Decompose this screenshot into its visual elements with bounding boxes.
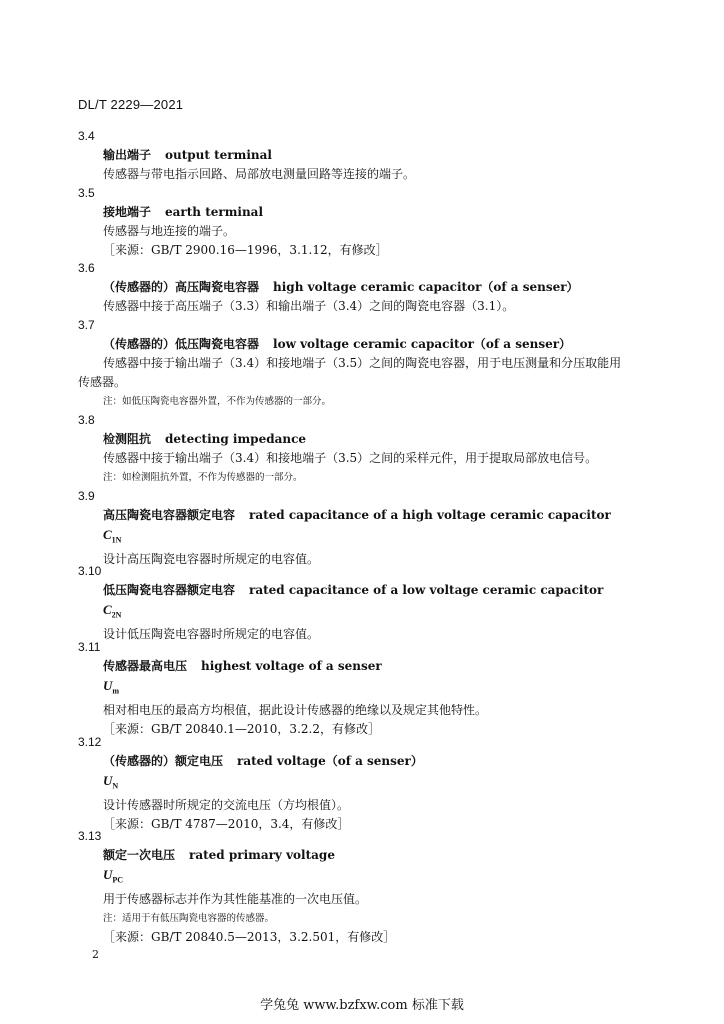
term-title (78, 335, 678, 354)
term-zh: 额定一次电压 (103, 848, 176, 862)
term-en: rated voltage（of a senser） (237, 754, 423, 768)
term-title (78, 430, 678, 449)
term-title (78, 581, 678, 600)
symbol-letter: U (103, 678, 113, 693)
term-title (78, 506, 678, 525)
term-entry-3-11 (78, 637, 678, 739)
document-code: DL/T 2229—2021 (78, 97, 184, 112)
symbol-subscript: 2N (111, 610, 122, 620)
term-en: rated capacitance of a high voltage ceramic capacitor (249, 508, 611, 522)
term-en: rated primary voltage (189, 848, 335, 862)
term-title (78, 203, 678, 222)
term-zh: 传感器最高电压 (103, 659, 188, 673)
symbol-letter: C (103, 527, 112, 542)
term-en: rated capacitance of a low voltage ceramic capacitor (249, 583, 604, 597)
term-definition: 相对相电压的最高方均根值，据此设计传感器的绝缘以及规定其他特性。 (103, 702, 488, 717)
term-zh: （传感器的）额定电压 (103, 754, 224, 768)
term-en: earth terminal (165, 205, 264, 219)
term-title (78, 146, 678, 165)
term-zh: 接地端子 (103, 205, 152, 219)
term-entry-3-12 (78, 732, 678, 834)
clause-number: 3.4 (78, 129, 95, 143)
term-definition: 用于传感器标志并作为其性能基准的一次电压值。 (103, 891, 368, 906)
term-note: 注：如检测阻抗外置，不作为传感器的一部分。 (103, 472, 303, 483)
term-entry-3-13 (78, 826, 678, 947)
term-title (78, 657, 678, 676)
term-entry-3-7 (78, 315, 678, 411)
term-definition: 传感器中接于高压端子（3.3）和输出端子（3.4）之间的陶瓷电容器（3.1）。 (103, 299, 515, 313)
term-zh: 低压陶瓷电容器额定电容 (103, 583, 236, 597)
symbol-subscript: PC (112, 875, 124, 885)
term-source: ［来源：GB/T 20840.5—2013，3.2.501，有修改］ (103, 929, 396, 944)
page-number: 2 (92, 948, 99, 961)
term-zh: 高压陶瓷电容器额定电容 (103, 508, 236, 522)
term-definition: 传感器与带电指示回路、局部放电测量回路等连接的端子。 (103, 167, 416, 181)
term-definition: 设计高压陶瓷电容器时所规定的电容值。 (103, 551, 320, 566)
term-en: low voltage ceramic capacitor（of a senser） (273, 337, 572, 351)
term-symbol (78, 676, 678, 701)
term-definition: 传感器中接于输出端子（3.4）和接地端子（3.5）之间的采样元件，用于提取局部放电信号。 (103, 451, 598, 465)
term-definition: 设计传感器时所规定的交流电压（方均根值）。 (103, 797, 350, 812)
clause-number: 3.13 (78, 829, 102, 843)
term-zh: 输出端子 (103, 148, 152, 162)
term-entry-3-9 (78, 486, 678, 569)
clause-number: 3.10 (78, 564, 102, 578)
clause-number: 3.6 (78, 261, 95, 275)
symbol-letter: U (103, 867, 113, 882)
symbol-subscript: N (112, 781, 119, 791)
term-entry-3-10 (78, 561, 678, 644)
clause-number: 3.11 (78, 640, 101, 654)
term-source: ［来源：GB/T 20840.1—2010，3.2.2，有修改］ (103, 721, 380, 736)
term-definition-continued: 传感器。 (78, 375, 127, 389)
term-title (78, 846, 678, 865)
term-source: ［来源：GB/T 4787—2010，3.4，有修改］ (103, 816, 350, 831)
term-en: output terminal (165, 148, 272, 162)
term-symbol (78, 600, 678, 625)
symbol-letter: C (103, 602, 112, 617)
term-definition: 传感器中接于输出端子（3.4）和接地端子（3.5）之间的陶瓷电容器，用于电压测量和分压取能用 (103, 356, 622, 370)
clause-number: 3.9 (78, 489, 95, 503)
symbol-subscript: 1N (111, 535, 122, 545)
footer-watermark: 学兔兔 www.bzfxw.com 标准下载 (260, 998, 464, 1013)
term-title (78, 278, 678, 297)
term-entry-3-6 (78, 258, 678, 316)
term-title (78, 752, 678, 771)
term-zh: 检测阻抗 (103, 432, 152, 446)
clause-number: 3.5 (78, 186, 95, 200)
term-source: ［来源：GB/T 2900.16—1996，3.1.12，有修改］ (103, 243, 388, 257)
term-entry-3-4 (78, 126, 678, 184)
term-definition: 设计低压陶瓷电容器时所规定的电容值。 (103, 626, 320, 641)
term-zh: （传感器的）低压陶瓷电容器 (103, 337, 260, 351)
clause-number: 3.7 (78, 318, 95, 332)
term-note: 注：适用于有低压陶瓷电容器的传感器。 (103, 912, 275, 924)
term-symbol (78, 865, 678, 890)
symbol-letter: U (103, 773, 113, 788)
term-en: high voltage ceramic capacitor（of a senser） (273, 280, 579, 294)
term-en: detecting impedance (165, 432, 307, 446)
term-entry-3-5 (78, 183, 678, 260)
term-en: highest voltage of a senser (201, 659, 382, 673)
term-symbol (78, 525, 678, 550)
symbol-subscript: m (112, 686, 120, 696)
term-symbol (78, 771, 678, 796)
term-definition: 传感器与地连接的端子。 (103, 224, 236, 238)
term-note: 注：如低压陶瓷电容器外置，不作为传感器的一部分。 (103, 396, 332, 407)
term-entry-3-8 (78, 410, 678, 487)
term-zh: （传感器的）高压陶瓷电容器 (103, 280, 260, 294)
clause-number: 3.8 (78, 413, 95, 427)
clause-number: 3.12 (78, 735, 102, 749)
